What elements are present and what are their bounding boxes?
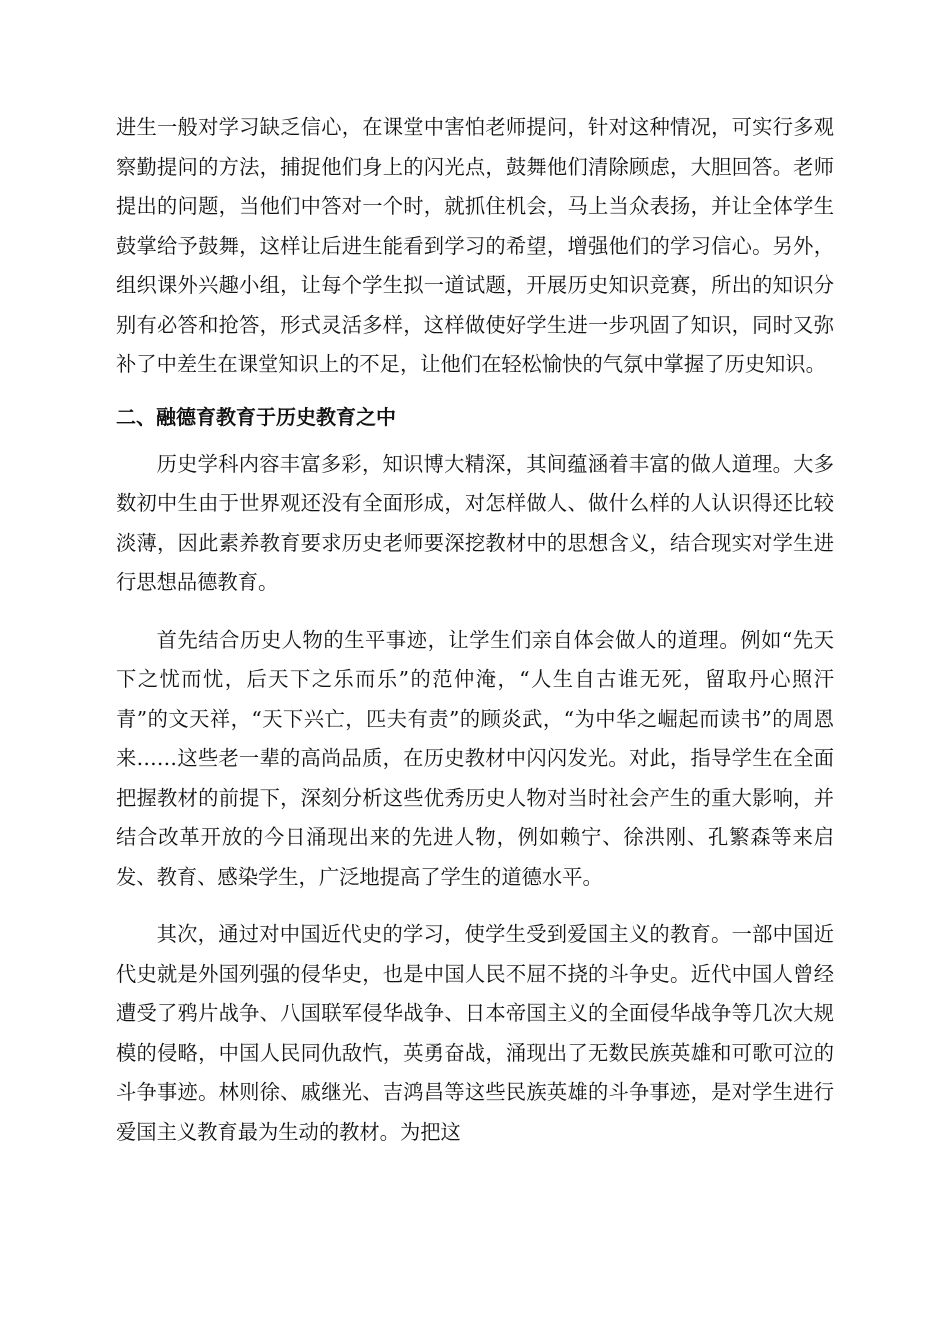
section-heading: 二、融德育教育于历史教育之中 (116, 404, 396, 429)
paragraph-continuation: 进生一般对学习缺乏信心，在课堂中害怕老师提问，针对这种情况，可实行多观察勤提问的方法，捕捉他们身上的闪光点，鼓舞他们清除顾虑，大胆回答。老师提出的问题，当他们中答对一个时，就抓住机会，马上当众表扬，并让全体学生鼓掌给予鼓舞，这样让后进生能看到学习的希望，增强他们的学习信心。另外，组织课外兴趣小组，让每个学生拟一道试题，开展历史知识竞赛，所出的知识分别有必答和抢答，形式灵活多样，这样做使好学生进一步巩固了知识，同时又弥补了中差生在课堂知识上的不足，让他们在轻松愉快的气氛中掌握了历史知识。 (116, 115, 834, 376)
paragraph-patriotism: 其次，通过对中国近代史的学习，使学生受到爱国主义的教育。一部中国近代史就是外国列强的侵华史，也是中国人民不屈不挠的斗争史。近代中国人曾经遭受了鸦片战争、八国联军侵华战争、日本帝国主义的全面侵华战争等几次大规模的侵略，中国人民同仇敌忾，英勇奋战，涌现出了无数民族英雄和可歌可泣的斗争事迹。林则徐、戚继光、吉鸿昌等这些民族英雄的斗争事迹，是对学生进行爱国主义教育最为生动的教材。为把这 (116, 922, 834, 1144)
document-page (116, 108, 834, 1152)
paragraph-historical-figures: 首先结合历史人物的生平事迹，让学生们亲自体会做人的道理。例如“先天下之忧而忧，后天下之乐而乐”的范仲淹，“人生自古谁无死，留取丹心照汗青”的文天祥，“天下兴亡，匹夫有责”的顾炎武，“为中华之崛起而读书”的周恩来……这些老一辈的高尚品质，在历史教材中闪闪发光。对此，指导学生在全面把握教材的前提下，深刻分析这些优秀历史人物对当时社会产生的重大影响，并结合改革开放的今日涌现出来的先进人物，例如赖宁、徐洪刚、孔繁森等来启发、教育、感染学生，广泛地提高了学生的道德水平。 (116, 627, 834, 889)
paragraph-history-intro: 历史学科内容丰富多彩，知识博大精深，其间蕴涵着丰富的做人道理。大多数初中生由于世界观还没有全面形成，对怎样做人、做什么样的人认识得还比较淡薄，因此素养教育要求历史老师要深挖教材中的思想含义，结合现实对学生进行思想品德教育。 (116, 451, 834, 594)
